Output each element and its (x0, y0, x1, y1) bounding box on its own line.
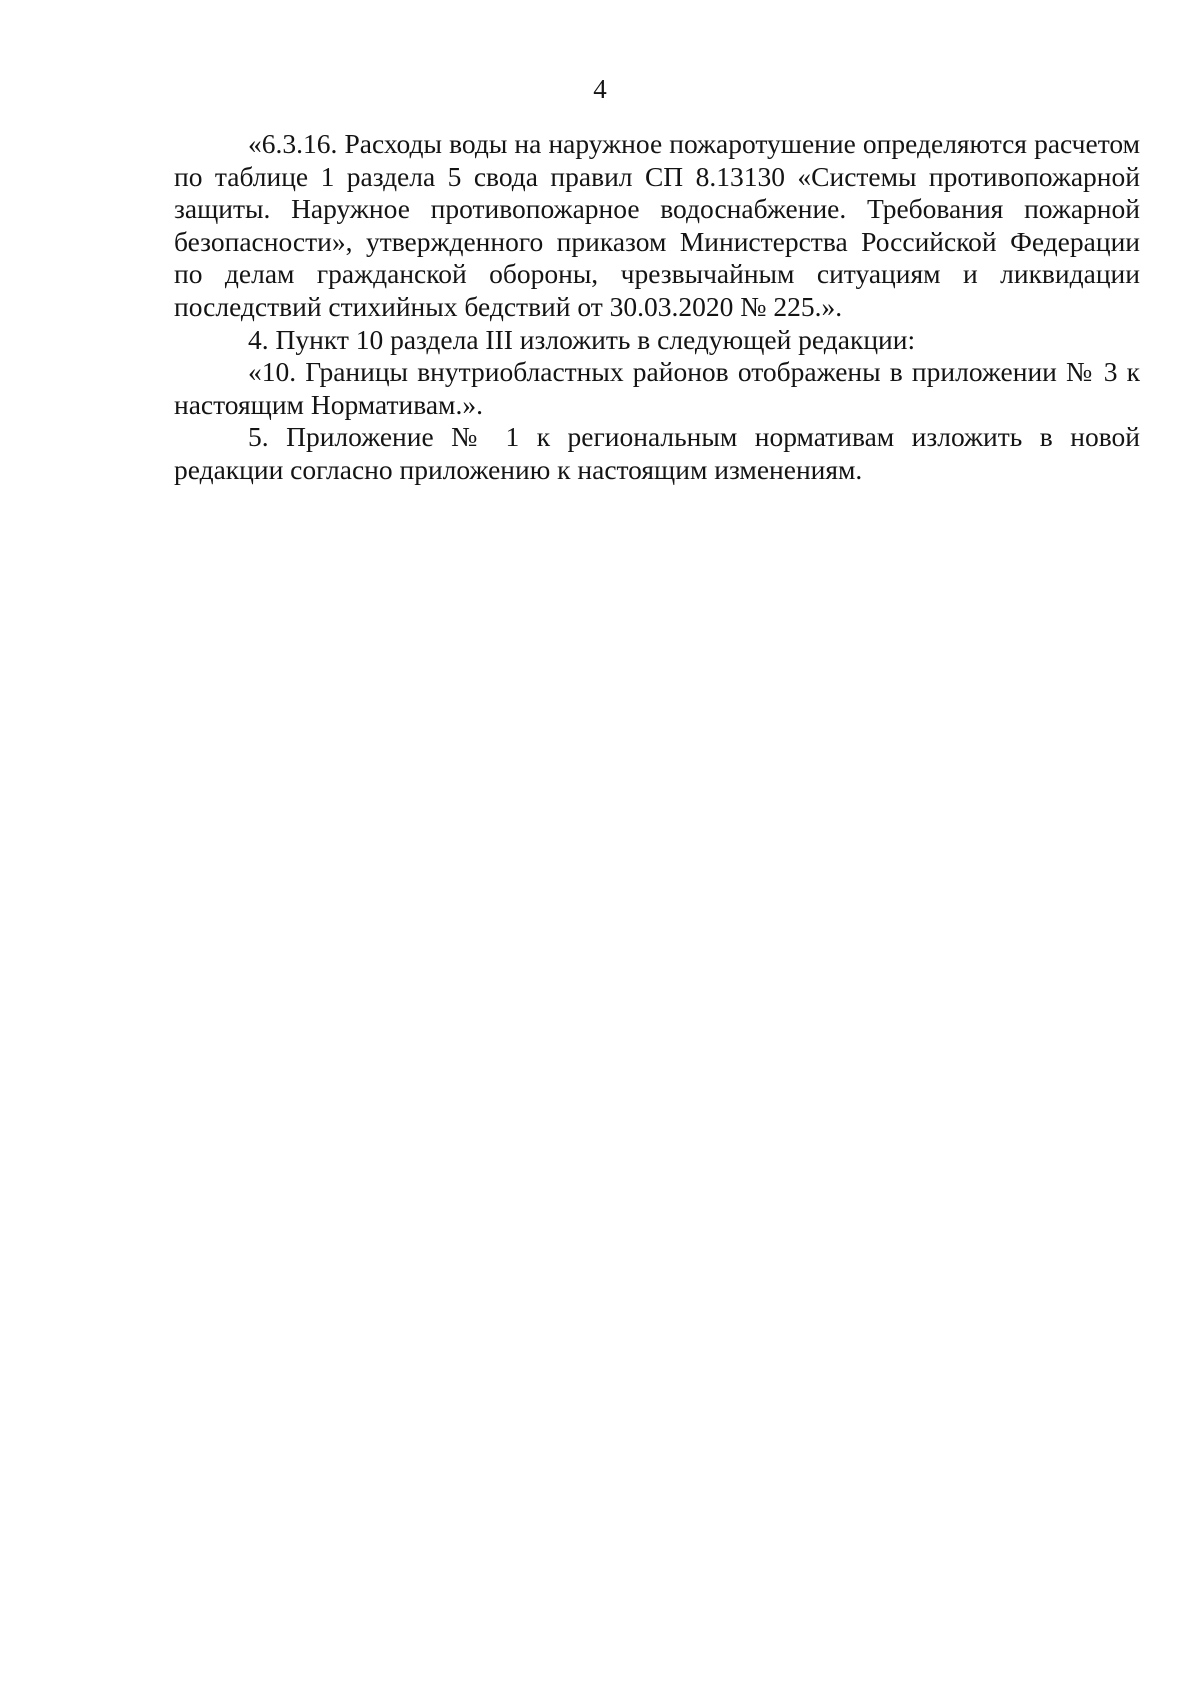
paragraph-item-10: «10. Границы внутриобластных районов отображены в приложении № 3 к настоящим Нормативам.». (174, 356, 1140, 420)
paragraph-6-3-16: «6.3.16. Расходы воды на наружное пожаротушение определяются расчетом по таблице 1 раздела 5 свода правил СП 8.13130 «Системы противопожарной защиты. Наружное противопожарное водоснабжение. Требования пожарной безопасности», утвержденного приказом Министерства Российской Федерации по делам гражданской обороны, чрезвычайным ситуациям и ликвидации последствий стихийных бедствий от 30.03.2020 № 225.». (174, 128, 1140, 322)
document-body (174, 128, 1140, 487)
paragraph-item-5: 5. Приложение № 1 к региональным нормативам изложить в новой редакции согласно приложению к настоящим изменениям. (174, 421, 1140, 485)
page-number: 4 (593, 74, 607, 104)
paragraph-item-4: 4. Пункт 10 раздела III изложить в следующей редакции: (248, 323, 916, 355)
